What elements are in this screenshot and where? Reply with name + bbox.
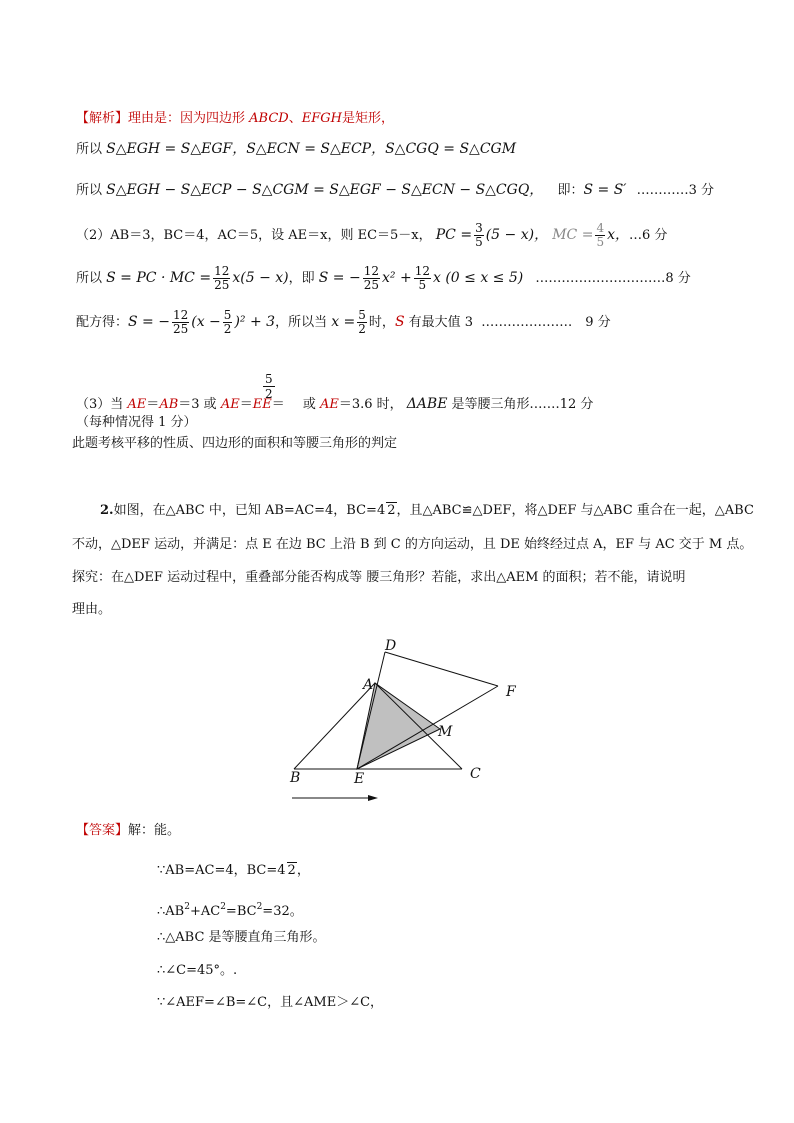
answer-step-2: $\therefore AB^2+AC^2=BC^2=32$。 (157, 902, 303, 919)
analysis-line-2: 所以 S△EGH = S△EGF，S△ECN = S△ECP，S△CGQ = S△CGM (76, 141, 517, 157)
analysis-line-7: （3）当 AE＝AB＝3 或 AE＝EE＝ 或 AE＝3.6 时， ΔABE 是等腰三角形.……12 分 (76, 396, 594, 412)
area-equalities: S△EGH = S△EGF，S△ECN = S△ECP，S△CGQ = S△CGM (106, 141, 517, 157)
geometry-figure (280, 630, 520, 810)
answer-step-3: ∴△ABC 是等腰直角三角形。 (157, 930, 326, 945)
analysis-line-4: （2）AB＝3，BC＝4，AC＝5，设 AE＝x，则 EC＝5－x， PC = $\frac{3}{5}$ (5 − x)， MC = $\frac{4}{5}$ x，…6 分 (76, 221, 668, 249)
score-12: ……12 分 (533, 397, 594, 412)
answer-step-4: ∴∠C=45°。. (157, 963, 238, 978)
problem2-line-1: 2.如图，在△ABC 中，已知 AB=AC=4，BC=4 2，且△ABC≌△DEF，将△DEF 与△ABC 重合在一起，△ABC (100, 503, 754, 518)
analysis-line-5: 所以 S = PC · MC = $\frac{12}{25}$ x(5 − x)，即 S = − $\frac{12}{25}$ x² + $\frac{12}{5}$ x (0 ≤ x ≤ 5) …………………………8 分 (76, 264, 691, 292)
label-C: C (470, 766, 481, 782)
label-A: A (363, 677, 374, 693)
label-F: F (506, 684, 516, 700)
score-9: ………………… 9 分 (481, 315, 611, 330)
problem2-line-3: 探究：在△DEF 运动过程中，重叠部分能否构成等 腰三角形？若能，求出△AEM 的面积；若不能，请说明 (72, 570, 686, 585)
shaded-overlap-triangle (357, 683, 440, 769)
answer-tag: 【答案】 (76, 823, 129, 838)
analysis-line-7-frac: 5 2 (265, 372, 273, 401)
score-8: …………………………8 分 (535, 271, 691, 286)
label-B: B (290, 770, 301, 786)
label-M: M (438, 724, 453, 740)
analysis-tag: 【解析】 (76, 111, 129, 126)
label-D: D (385, 638, 397, 654)
analysis-line-8: （每种情况得 1 分） (76, 415, 197, 430)
analysis-line-9: 此题考核平移的性质、四边形的面积和等腰三角形的判定 (72, 436, 398, 451)
analysis-line-3: 所以 S△EGH − S△ECP − S△CGM = S△EGF − S△ECN − S△CGQ， 即：S = S′ …………3 分 (76, 182, 715, 198)
answer-step-1: ∵AB=AC=4，BC=4 2， (157, 863, 310, 878)
label-E: E (354, 771, 365, 787)
score-3: …………3 分 (636, 183, 715, 198)
answer-step-5: ∵∠AEF=∠B=∠C，且∠AME＞∠C， (157, 995, 384, 1010)
motion-arrow-head (368, 795, 378, 801)
problem2-line-2: 不动，△DEF 运动，并满足：点 E 在边 BC 上沿 B 到 C 的方向运动，且 DE 始终经过点 A，EF 与 AC 交于 M 点。 (72, 537, 753, 552)
segment-DF (385, 652, 498, 686)
analysis-line-1: 【解析】理由是：因为四边形 ABCD、EFGH是矩形， (76, 111, 394, 126)
answer-line-1: 【答案】解：能。 (76, 823, 181, 838)
problem2-line-4: 理由。 (72, 602, 112, 617)
analysis-line-6: 配方得：S = − $\frac{12}{25}$ (x − $\frac{5}{2}$ )² + 3，所以当 x = $\frac{5}{2}$ 时，S 有最大值 3 ………………… 9 分 (76, 308, 611, 336)
score-6: …6 分 (629, 228, 668, 243)
